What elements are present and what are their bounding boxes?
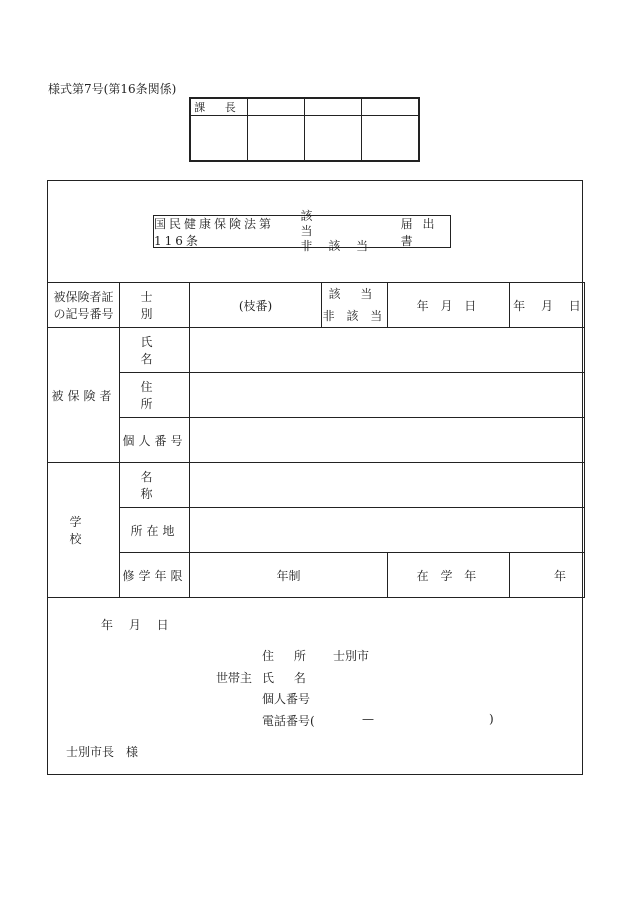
- enrolled-year-field[interactable]: [510, 553, 585, 598]
- approval-stamp-cell[interactable]: [190, 116, 248, 162]
- branch-number-label: (枝番): [238, 298, 273, 313]
- school-section-label: 学 校: [48, 463, 120, 598]
- insurance-card-row: [48, 283, 585, 328]
- date-label: 年 月 日: [388, 283, 510, 328]
- insured-address-row: [48, 373, 585, 418]
- study-years-field[interactable]: [190, 553, 388, 598]
- form-table: [47, 282, 585, 598]
- title-choice-higaitou: 非 該 当: [300, 239, 375, 253]
- title-choice: [301, 209, 395, 254]
- form-number: 様式第7号(第16条関係): [48, 82, 177, 96]
- insured-name-label: 氏 名: [120, 328, 190, 373]
- approval-stamp-box: [189, 97, 420, 162]
- approval-stamp-cell[interactable]: [305, 116, 362, 162]
- date-field[interactable]: 年 月 日: [510, 283, 585, 328]
- household-head-label: 世帯主: [216, 671, 253, 685]
- head-number-label: 個人番号: [262, 692, 311, 706]
- gaitou-option[interactable]: 該 当: [328, 287, 381, 301]
- school-location-label: 所在地: [120, 508, 190, 553]
- title-main: 国民健康保険法第116条: [154, 216, 275, 248]
- enrolled-year-unit: 年: [553, 568, 566, 583]
- insured-section-label: 被保険者: [48, 328, 120, 463]
- form-title: [153, 209, 451, 253]
- higaitou-option[interactable]: 非 該 当: [322, 309, 387, 323]
- head-name-label: 氏 名: [262, 671, 314, 685]
- city-code-label: 士 別: [120, 283, 190, 328]
- approval-role-label: 課 長: [190, 98, 248, 116]
- approval-header-cell: [248, 98, 305, 116]
- addressee: 士別市長 様: [66, 745, 139, 759]
- study-years-unit: 年制: [276, 568, 301, 583]
- insured-number-field[interactable]: [190, 418, 585, 463]
- insured-number-row: [48, 418, 585, 463]
- school-location-row: [48, 508, 585, 553]
- school-years-row: [48, 553, 585, 598]
- school-location-field[interactable]: [190, 508, 585, 553]
- insured-name-row: [48, 328, 585, 373]
- approval-stamp-cell[interactable]: [248, 116, 305, 162]
- school-name-label: 名 称: [120, 463, 190, 508]
- school-name-field[interactable]: [190, 463, 585, 508]
- title-tail: 届 出 書: [400, 216, 438, 248]
- insurance-card-label-1: 被保険者証: [53, 290, 114, 304]
- applicability-choice[interactable]: [322, 283, 388, 328]
- insurance-card-label: [48, 283, 120, 328]
- approval-header-cell: [305, 98, 362, 116]
- head-address-value[interactable]: 士別市: [333, 649, 370, 663]
- phone-close: ): [489, 712, 494, 726]
- submission-date[interactable]: 年 月 日: [101, 618, 169, 632]
- branch-number-field[interactable]: [190, 283, 322, 328]
- insured-name-field[interactable]: [190, 328, 585, 373]
- enrolled-year-label: 在 学 年: [388, 553, 510, 598]
- title-choice-gaitou: 該 当: [300, 209, 341, 238]
- insured-number-label: 個人番号: [120, 418, 190, 463]
- phone-label: 電話番号(: [262, 714, 315, 728]
- phone-separator: —: [362, 712, 374, 726]
- insurance-card-label-2: の記号番号: [53, 307, 114, 321]
- school-name-row: [48, 463, 585, 508]
- study-years-label: 修学年限: [120, 553, 190, 598]
- approval-header-cell: [362, 98, 420, 116]
- insured-address-field[interactable]: [190, 373, 585, 418]
- approval-stamp-cell[interactable]: [362, 116, 420, 162]
- insured-address-label: 住 所: [120, 373, 190, 418]
- head-address-label: 住 所: [262, 649, 314, 663]
